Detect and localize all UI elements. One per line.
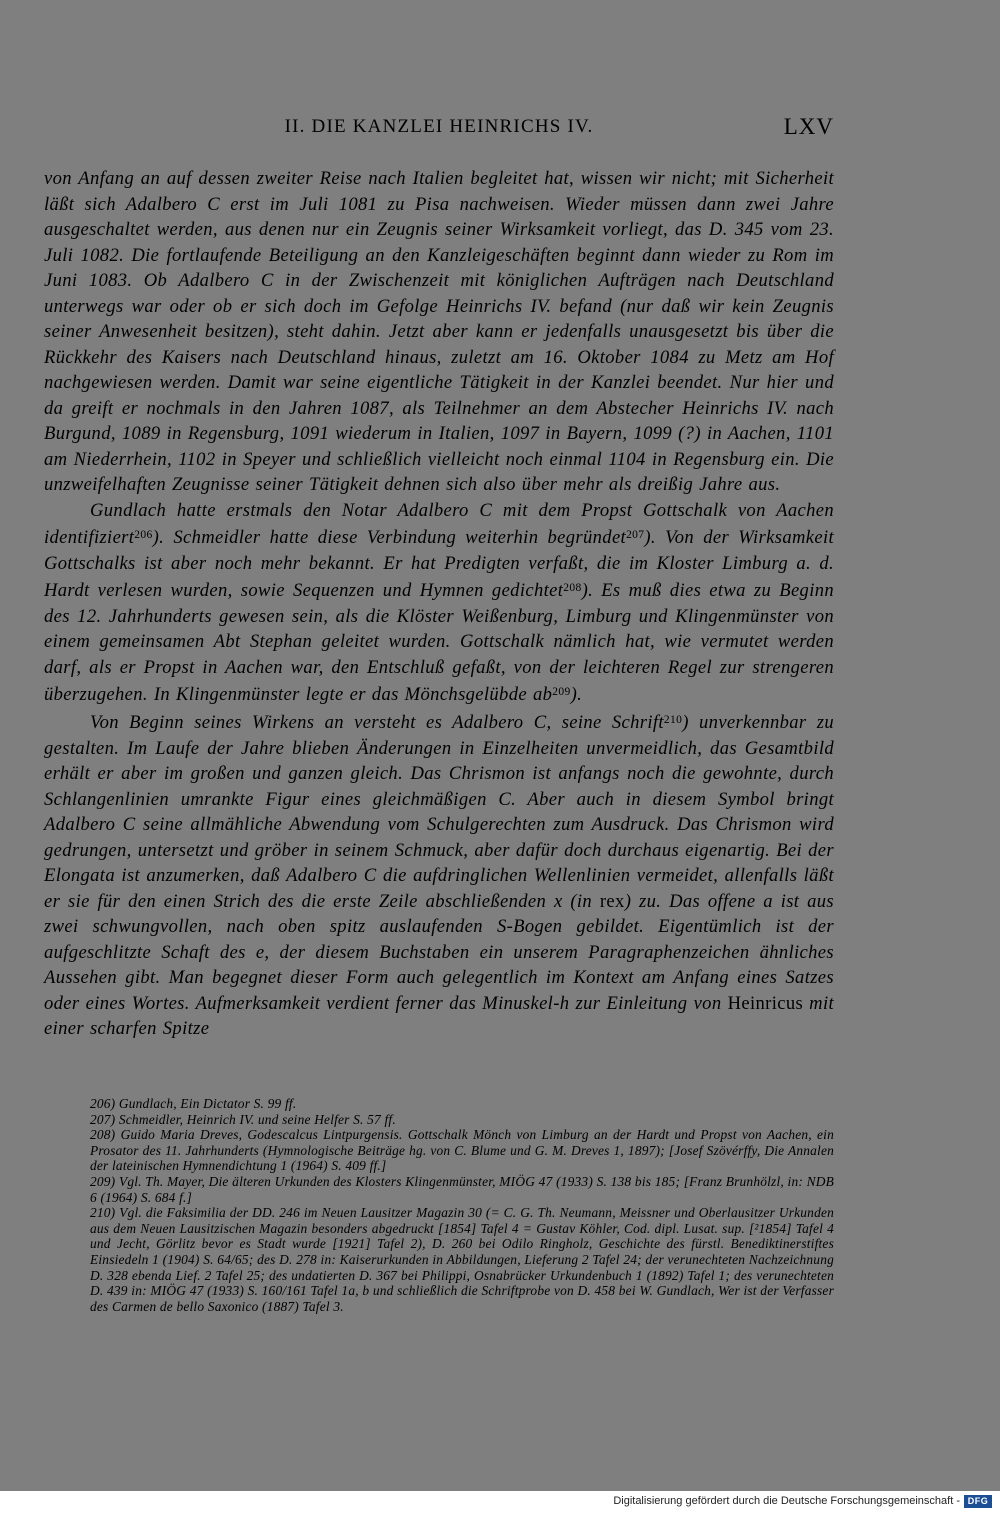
text-span: ). Von der Wirksamkeit Gottschalks ist aber noch mehr bekannt. Er hat Predigten verfaßt, die im Kloster Limburg a. d. Hardt verlesen wurden, sowie Sequenzen und Hymnen gedichtet bbox=[44, 527, 834, 602]
text-span: mit einer scharfen Spitze bbox=[44, 992, 834, 1040]
footnotes bbox=[90, 1096, 834, 1314]
footnote-ref[interactable]: 206 bbox=[134, 529, 153, 541]
funding-credit: Digitalisierung gefördert durch die Deutsche Forschungsgemeinschaft - bbox=[613, 1495, 960, 1507]
text-span: ). bbox=[570, 684, 583, 706]
dfg-logo[interactable]: DFG bbox=[964, 1495, 992, 1508]
paragraph bbox=[44, 498, 834, 709]
paragraph: von Anfang an auf dessen zweiter Reise nach Italien begleitet hat, wissen wir nicht; mit Sicherheit läßt sich Adalbero C erst im Juli 1081 zu Pisa nachweisen. Wieder müssen dann zwei Jahre ausgeschaltet werden, aus denen nur ein Zeugnis seiner Wirksamkeit vorliegt, das D. 345 vom 23. Juli 1082. Die fortlaufende Beteiligung an den Kanzleigeschäften beginnt dann wieder zu Rom im Juni 1083. Ob Adalbero C in der Zwischenzeit mit königlichen Aufträgen nach Deutschland unterwegs war oder ob er sich doch im Gefolge Heinrichs IV. befand (nur daß wir kein Zeugnis seiner Anwesenheit besitzen), steht dahin. Jetzt aber kann er jedenfalls unausgesetzt bis über die Rückkehr des Kaisers nach Deutschland hinaus, zuletzt am 16. Oktober 1084 zu Metz am Hof nachgewiesen werden. Damit war seine eigentliche Tätigkeit in der Kanzlei beendet. Nur hier und da greift er nochmals in den Jahren 1087, als Teilnehmer an dem Abstecher Heinrichs IV. nach Burgund, 1089 in Regensburg, 1091 wiederum in Italien, 1097 in Bayern, 1099 (?) in Aachen, 1101 am Niederrhein, 1102 in Speyer und schließlich vielleicht noch einmal 1104 in Regensburg ein. Die unzweifelhaften Zeugnisse seiner Tätigkeit dehnen sich also über mehr als dreißig Jahre aus. bbox=[44, 168, 834, 495]
text-span: ) unverkennbar zu gestalten. Im Laufe der Jahre blieben Änderungen in Einzelheiten unvermeidlich, das Gesamtbild erhält er aber im großen und ganzen gleich. Das Chrismon ist anfangs noch die gewohnte, durch Schlangenlinien umrankte Figur eines gleichmäßigen C. Aber auch in diesem Symbol bringt Adalbero C seine allmähliche Abwendung vom Schulgerechten zum Ausdruck. Das Chrismon wird gedrungen, untersetzt und gröber in seinem Schmuck, aber dafür doch durchaus eigenartig. Bei der Elongata ist anzumerken, daß Adalbero C die aufdringlichen Wellenlinien vermeidet, allenfalls läßt er sie für den einen Strich des die erste Zeile abschließenden x (in bbox=[44, 712, 834, 912]
text-span: Gundlach hatte erstmals den Notar Adalbero C mit dem Propst Gottschalk von Aachen identifiziert bbox=[44, 499, 834, 549]
footnote: 209) Vgl. Th. Mayer, Die älteren Urkunden des Klosters Klingenmünster, MIÖG 47 (1933) S. 138 bis 185; [Franz Brunhölzl, in: NDB 6 (1964) S. 684 f.] bbox=[90, 1173, 834, 1205]
footnote-ref[interactable]: 210 bbox=[663, 714, 683, 727]
footnote: 208) Guido Maria Dreves, Godescalcus Lintpurgensis. Gottschalk Mönch von Limburg an der Hardt und Propst von Aachen, ein Prosator des 11. Jahrhunderts (Hymnologische Beiträge hg. von C. Blume und G. M. Dreves 1, 1897); [Josef Szövérffy, Die Annalen der lateinischen Hymnendichtung 1 (1964) S. 409 ff.] bbox=[90, 1127, 834, 1174]
text-span: ). Schmeidler hatte diese Verbindung weiterhin begründet bbox=[152, 527, 627, 549]
text-span: ) zu. Das offene a ist aus zwei schwungvollen, nach oben spitz auslaufenden S-Bogen gebildet. Eigentümlich ist der aufgeschlitzte Schaft des e, der diesem Buchstaben ein unserem Paragraphenzeichen ähnliches Aussehen gibt. Man begegnet dieser Form auch gelegentlich im Kontext am Anfang eines Satzes oder eines Wortes. Aufmerksamkeit verdient ferner das Minuskel-h zur Einleitung von bbox=[44, 890, 835, 1014]
footnote: 210) Vgl. die Faksimilia der DD. 246 im Neuen Lausitzer Magazin 30 (= C. G. Th. Neumann, Meissner und Oberlausitzer Urkunden aus dem Neuen Lausitzischen Magazin besonders abgedruckt [1854] Tafel 4 = Gustav Köhler, Cod. dipl. Lusat. sup. [²1854] Tafel 4 und Jecht, Görlitz bevor es Stadt wurde [1921] Tafel 2), D. 260 bei Odilo Ringholz, Geschichte des fürstl. Benediktinerstiftes Einsiedeln 1 (1904) S. 64/65; des D. 278 in: Kaiserurkunden in Abbildungen, Lieferung 2 Tafel 24; der verunechteten Nachzeichnung D. 328 ebenda Lief. 2 Tafel 25; des undatierten D. 367 bei Philippi, Osnabrücker Urkundenbuch 1 (1892) Tafel 1; des verunechteten D. 439 in: MIÖG 47 (1933) S. 160/161 Tafel 1a, b und schließlich die Schriftprobe von D. 458 bei W. Gundlach, Wer ist der Verfasser des Carmen de bello Saxonico (1887) Tafel 3. bbox=[90, 1205, 834, 1314]
main-text bbox=[44, 166, 834, 1042]
text-span: ). Es muß dies etwa zu Beginn des 12. Jahrhunderts gewesen sein, als die Klöster Weißenburg, Limburg und Klingenmünster von einem gemeinsamen Abt Stephan geleitet wurden. Gottschalk nämlich hat, wie vermutet werden darf, als er Propst in Aachen war, den Entschluß gefaßt, von der leichteren Regel zur strengeren überzugehen. In Klingenmünster legte er das Mönchsgelübde ab bbox=[44, 580, 835, 706]
chapter-title: II. DIE KANZLEI HEINRICHS IV. bbox=[284, 116, 594, 137]
footnote: 206) Gundlach, Ein Dictator S. 99 ff. bbox=[90, 1096, 297, 1111]
footnote-ref[interactable]: 209 bbox=[552, 686, 571, 699]
footnote: 207) Schmeidler, Heinrich IV. und seine Helfer S. 57 ff. bbox=[90, 1111, 396, 1127]
upright-word: rex bbox=[599, 890, 625, 912]
page-number: LXV bbox=[783, 114, 834, 139]
footnote-ref[interactable]: 207 bbox=[626, 529, 645, 541]
upright-word: Heinricus bbox=[727, 992, 804, 1014]
footnote-ref[interactable]: 208 bbox=[563, 582, 582, 595]
footer-bar bbox=[0, 1491, 1000, 1514]
paragraph bbox=[44, 708, 834, 1042]
text-span: Von Beginn seines Wirkens an versteht es Adalbero C, seine Schrift bbox=[90, 712, 664, 734]
running-header bbox=[44, 116, 834, 144]
